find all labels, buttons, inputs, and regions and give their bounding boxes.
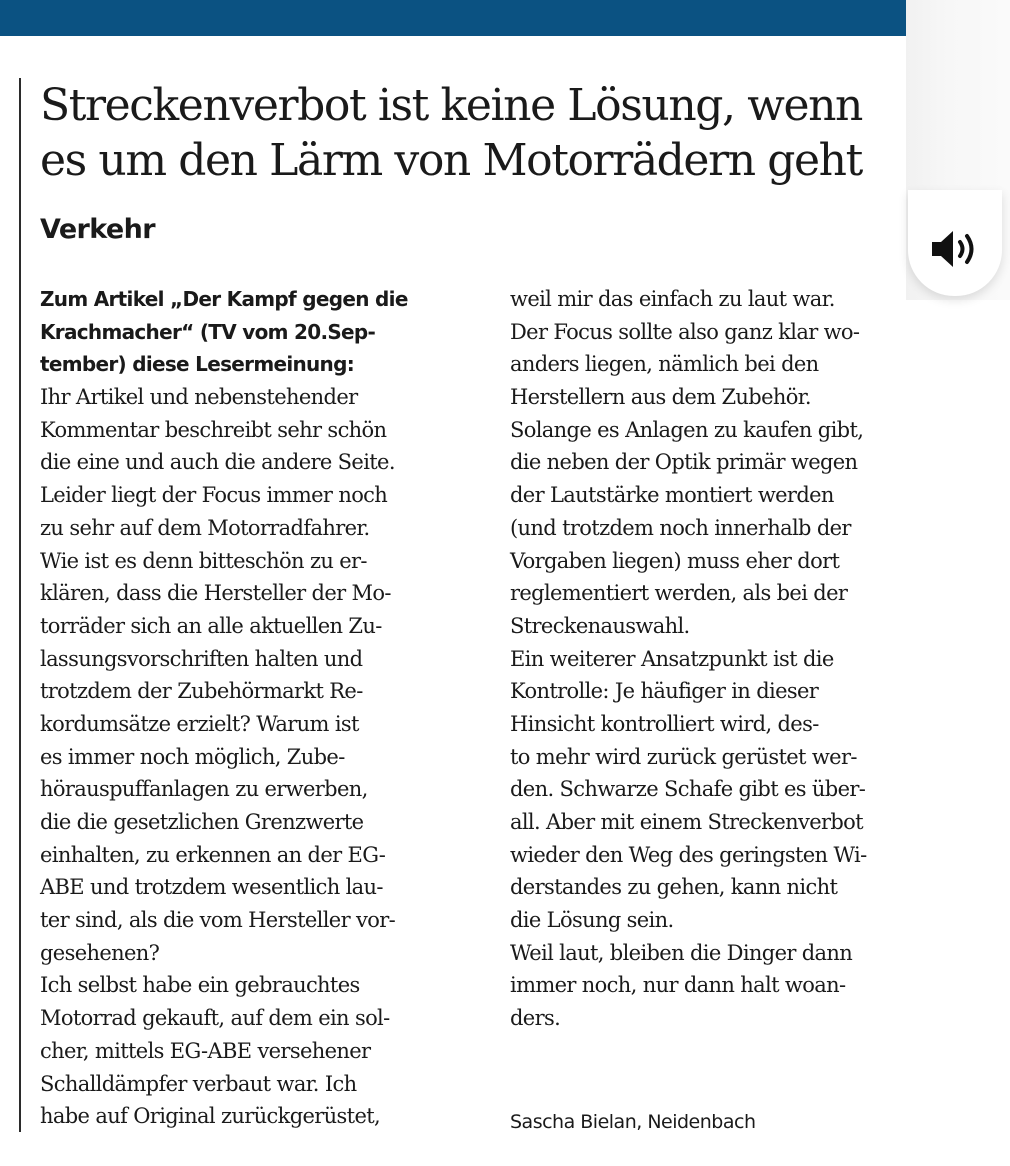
body-line: all. Aber mit einem Streckenverbot: [510, 810, 863, 834]
body-line: anders liegen, nämlich bei den: [510, 352, 819, 377]
body-line: Motorrad gekauft, auf dem ein sol-: [40, 1006, 390, 1031]
body-line: ter sind, als die vom Hersteller vor-: [40, 908, 396, 933]
body-line: immer noch, nur dann halt woan-: [510, 973, 846, 998]
author-signature: Sascha Bielan, Neidenbach: [510, 1111, 756, 1133]
body-line: Solange es Anlagen zu kaufen gibt,: [510, 417, 864, 442]
body-line: die Lösung sein.: [510, 908, 674, 933]
headline-line: Streckenverbot ist keine Lösung, wenn: [40, 80, 862, 131]
body-line: kordumsätze erzielt? Warum ist: [40, 711, 359, 736]
body-line: einhalten, zu erkennen an der EG-: [40, 842, 386, 867]
body-line: (und trotzdem noch innerhalb der: [510, 515, 851, 540]
body-line: Wie ist es denn bitteschön zu er-: [40, 548, 367, 573]
body-line: ders.: [510, 1006, 561, 1031]
body-line: lassungsvorschriften halten und: [40, 646, 363, 671]
body-line: zu sehr auf dem Motorradfahrer.: [40, 515, 370, 540]
speaker-volume-icon[interactable]: [930, 228, 982, 270]
right-text-column: [510, 283, 950, 1035]
body-line: trotzdem der Zubehörmarkt Re-: [40, 679, 363, 704]
body-line: derstandes zu gehen, kann nicht: [510, 875, 838, 900]
body-line: cher, mittels EG-ABE versehener: [40, 1038, 371, 1063]
body-line: Weil laut, bleiben die Dinger dann: [510, 940, 853, 965]
body-line: habe auf Original zurückgerüstet,: [40, 1104, 381, 1129]
body-line: ABE und trotzdem wesentlich lau-: [40, 875, 383, 900]
body-line: weil mir das einfach zu laut war.: [510, 287, 835, 311]
lead-line: Krachmacher“ (TV vom 20.Sep-: [40, 319, 376, 344]
body-line: Vorgaben liegen) muss eher dort: [510, 548, 840, 573]
body-line: Kommentar beschreibt sehr schön: [40, 417, 387, 442]
body-line: to mehr wird zurück gerüstet wer-: [510, 744, 857, 769]
body-line: Streckenauswahl.: [510, 613, 690, 638]
body-line: es immer noch möglich, Zube-: [40, 744, 345, 769]
body-line: Kontrolle: Je häufiger in dieser: [510, 679, 819, 704]
body-line: den. Schwarze Schafe gibt es über-: [510, 777, 866, 802]
article-headline: [40, 78, 920, 188]
body-line: Der Focus sollte also ganz klar wo-: [510, 319, 860, 344]
body-line: die die gesetzlichen Grenzwerte: [40, 810, 364, 834]
body-line: die eine und auch die andere Seite.: [40, 450, 395, 475]
left-body-text: [40, 381, 490, 1133]
body-line: Ihr Artikel und nebenstehender: [40, 385, 358, 410]
lead-line: tember) diese Lesermeinung:: [40, 352, 355, 377]
column-rule: [19, 78, 21, 1132]
body-line: Herstellern aus dem Zubehör.: [510, 385, 811, 410]
body-line: torräder sich an alle aktuellen Zu-: [40, 613, 382, 638]
body-line: wieder den Weg des geringsten Wi-: [510, 842, 867, 867]
rubric-label: Verkehr: [40, 214, 155, 245]
body-line: Leider liegt der Focus immer noch: [40, 483, 388, 508]
body-line: Ein weiterer Ansatzpunkt ist die: [510, 646, 834, 671]
body-line: der Lautstärke montiert werden: [510, 483, 834, 508]
body-line: hörauspuffanlagen zu erwerben,: [40, 777, 368, 802]
body-line: Schalldämpfer verbaut war. Ich: [40, 1071, 357, 1096]
headline-line: es um den Lärm von Motorrädern geht: [40, 135, 862, 186]
body-line: Ich selbst habe ein gebrauchtes: [40, 973, 360, 998]
lead-paragraph: [40, 283, 490, 381]
body-line: reglementiert werden, als bei der: [510, 581, 848, 606]
top-bar: [0, 0, 906, 36]
body-line: klären, dass die Hersteller der Mo-: [40, 581, 391, 606]
left-text-column: [40, 283, 490, 1133]
lead-line: Zum Artikel „Der Kampf gegen die: [40, 287, 408, 311]
body-line: Hinsicht kontrolliert wird, des-: [510, 711, 819, 736]
body-line: die neben der Optik primär wegen: [510, 450, 858, 475]
body-line: gesehenen?: [40, 940, 160, 965]
